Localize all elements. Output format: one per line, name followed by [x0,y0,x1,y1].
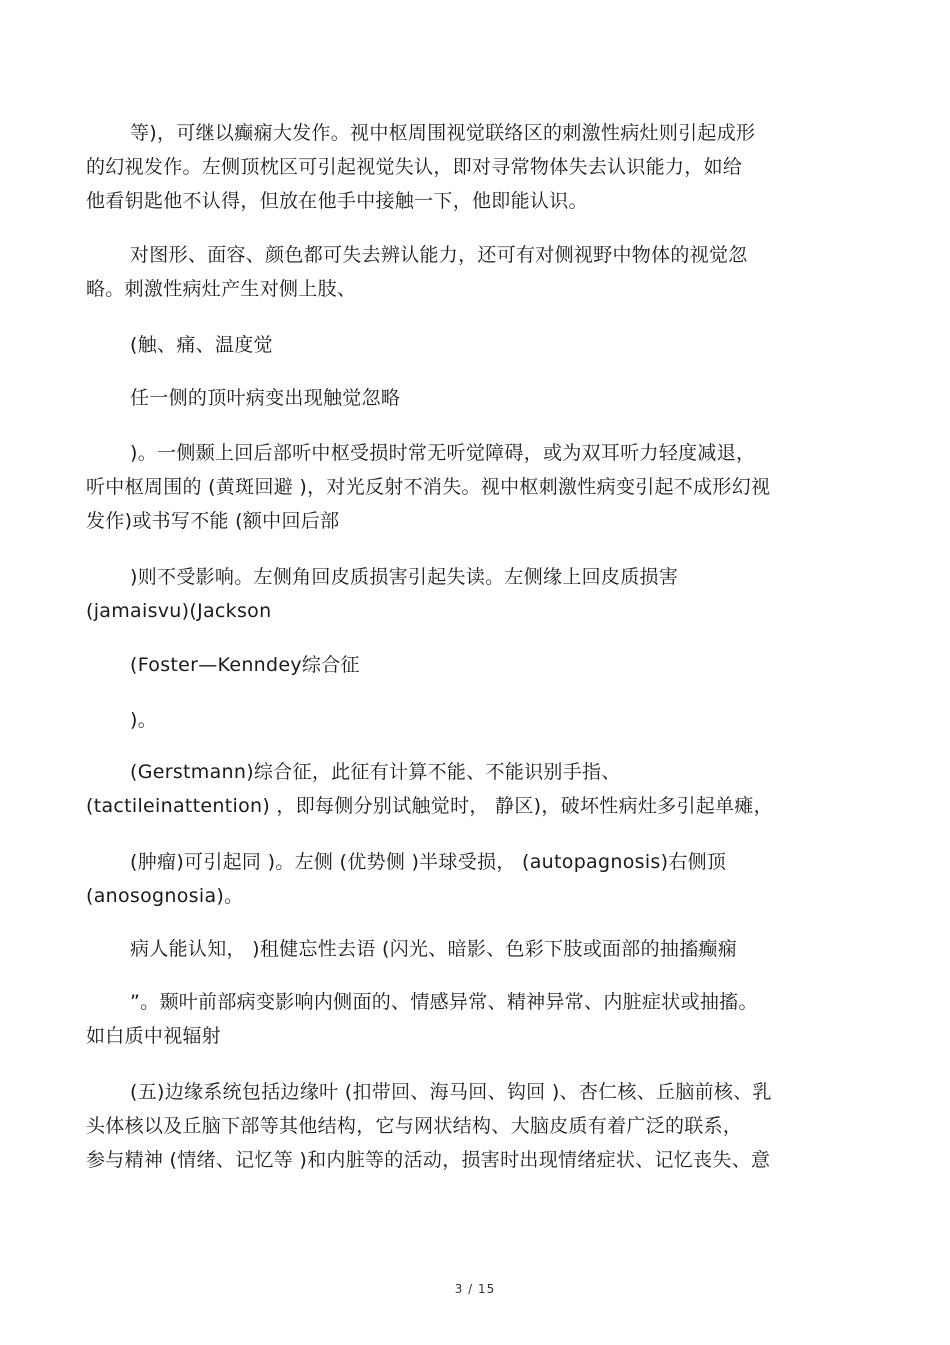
text-line: (Gerstmann)综合征，此征有计算不能、不能识别手指、 [130,761,621,783]
text-line: 发作)或书写不能 (额中回后部 [86,510,340,532]
text-line: 对图形、面容、颜色都可失去辨认能力，还可有对侧视野中物体的视觉忽 [130,244,748,266]
text-line: 的幻视发作。左侧顶枕区可引起视觉失认，即对寻常物体失去认识能力，如给 [86,156,743,178]
text-line: (tactileinattention) ，即每侧分别试触觉时， 静区)，破坏性病灶多引起单瘫， [86,795,773,817]
page-number: 3 / 15 [454,1282,496,1296]
text-line: )。 [130,709,158,731]
paragraph-4 [86,381,856,415]
text-line: 任一侧的顶叶病变出现触觉忽略 [130,387,401,409]
text-line: 病人能认知， )租健忘性去语 (闪光、暗影、色彩下肢或面部的抽搐癫痫 [130,938,738,960]
paragraph-2 [86,238,856,306]
text-line: )则不受影响。左侧角回皮质损害引起失读。左侧缘上回皮质损害 [130,566,679,588]
text-line: (anosognosia)。 [86,885,244,907]
text-line: 等)，可继以癫痫大发作。视中枢周围视觉联络区的刺激性病灶则引起成形 [130,122,756,144]
paragraph-8 [86,703,856,737]
text-line: ”。颞叶前部病变影响内侧面的、情感异常、精神异常、内脏症状或抽搐。 [130,991,758,1013]
text-line: 参与精神 (情绪、记忆等 )和内脏等的活动，损害时出现情绪症状、记忆丧失、意 [86,1149,771,1171]
text-line: )。一侧颞上回后部听中枢受损时常无听觉障碍，或为双耳听力轻度减退， [130,442,756,464]
text-line: (肿瘤)可引起同 )。左侧 (优势侧 )半球受损， (autopagnosis)右侧顶 [130,851,727,873]
paragraph-13 [86,1075,856,1177]
paragraph-1 [86,116,856,218]
text-line: (五)边缘系统包括边缘叶 (扣带回、海马回、钩回 )、杏仁核、丘脑前核、乳 [130,1081,772,1103]
text-line: (触、痛、温度觉 [130,334,273,356]
text-line: 如白质中视辐射 [86,1025,222,1047]
paragraph-3 [86,328,856,362]
paragraph-11 [86,932,856,966]
paragraph-7 [86,648,856,682]
text-line: (Foster—Kenndey综合征 [130,654,360,676]
text-line: 略。刺激性病灶产生对侧上肢、 [86,278,357,300]
text-line: 头体核以及丘脑下部等其他结构，它与网状结构、大脑皮质有着广泛的联系， [86,1115,743,1137]
text-line: 他看钥匙他不认得，但放在他手中接触一下，他即能认识。 [86,190,588,212]
text-line: (jamaisvu)(Jackson [86,600,272,622]
paragraph-5 [86,436,856,538]
paragraph-10 [86,845,856,913]
paragraph-9 [86,755,856,823]
paragraph-12 [86,985,856,1053]
text-line: 听中枢周围的 (黄斑回避 )，对光反射不消失。视中枢刺激性病变引起不成形幻视 [86,476,771,498]
paragraph-6 [86,560,856,628]
